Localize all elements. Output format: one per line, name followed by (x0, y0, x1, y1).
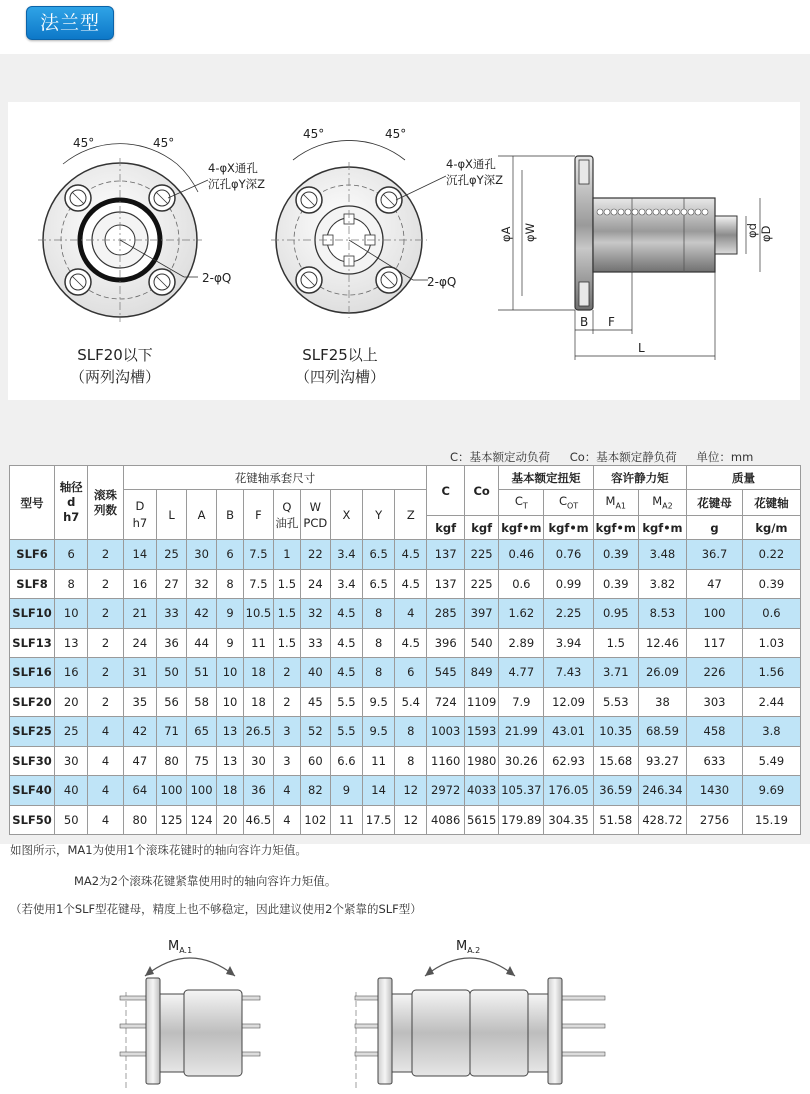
table-cell: 5.4 (395, 687, 427, 717)
angle-label: 45° (303, 127, 325, 141)
table-cell: 21 (123, 599, 156, 629)
table-cell: 71 (157, 717, 187, 747)
table-cell: 20 (217, 805, 244, 835)
dim-label: F (608, 315, 615, 329)
header-model: 型号 (10, 466, 55, 540)
moment-label-ma1: $M_{A.1}$ (168, 939, 193, 955)
header-Z: Z (395, 490, 427, 540)
table-cell: 4.5 (330, 628, 362, 658)
hole-label: 4-φX通孔 (446, 157, 496, 171)
table-cell: 3.71 (593, 658, 638, 688)
table-cell: 36.7 (687, 540, 743, 570)
table-cell: 10 (217, 658, 244, 688)
table-row (10, 658, 801, 688)
table-cell: 0.39 (742, 569, 800, 599)
table-cell: 137 (427, 540, 465, 570)
table-cell: 137 (427, 569, 465, 599)
table-cell: 93.27 (638, 746, 686, 776)
table-cell: 14 (123, 540, 156, 570)
table-cell: 1.62 (499, 599, 544, 629)
legend-c: C：基本额定动负荷 (450, 450, 551, 464)
caption-left-line1: SLF20以下 (77, 346, 153, 364)
model-cell: SLF8 (10, 569, 55, 599)
table-cell: 44 (187, 628, 217, 658)
table-cell: 47 (687, 569, 743, 599)
table-cell: 9 (330, 776, 362, 806)
table-cell: 4.77 (499, 658, 544, 688)
table-cell: 75 (187, 746, 217, 776)
table-cell: 1980 (464, 746, 498, 776)
table-cell: 3.4 (330, 569, 362, 599)
header-mass-shaft: 花键轴 (742, 490, 800, 516)
table-cell: 6 (395, 658, 427, 688)
table-cell: 3 (273, 746, 300, 776)
table-cell: 6.5 (363, 569, 395, 599)
header-D: D h7 (123, 490, 156, 540)
table-row (10, 687, 801, 717)
table-cell: 62.93 (544, 746, 593, 776)
table-cell: 18 (217, 776, 244, 806)
unit-C: kgf (427, 516, 465, 540)
table-cell: 45 (300, 687, 330, 717)
table-cell: 3.48 (638, 540, 686, 570)
table-cell: 0.39 (593, 540, 638, 570)
table-cell: 10.35 (593, 717, 638, 747)
model-cell: SLF16 (10, 658, 55, 688)
table-cell: 13 (217, 717, 244, 747)
table-cell: 36 (243, 776, 273, 806)
header (0, 0, 810, 52)
header-mass: 质量 (687, 466, 801, 490)
table-row (10, 599, 801, 629)
table-cell: 60 (300, 746, 330, 776)
table-cell: 46.5 (243, 805, 273, 835)
angle-label: 45° (385, 127, 407, 141)
table-cell: 2 (88, 540, 123, 570)
table-cell: 30 (55, 746, 88, 776)
table-cell: 8.53 (638, 599, 686, 629)
unit-MA2: kgf•m (638, 516, 686, 540)
header-A: A (187, 490, 217, 540)
double-nut (355, 958, 605, 1090)
table-cell: 0.22 (742, 540, 800, 570)
angle-label: 45° (73, 136, 95, 150)
table-cell: 43.01 (544, 717, 593, 747)
oil-hole-label: 2-φQ (427, 275, 457, 289)
table-cell: 1.5 (273, 599, 300, 629)
dim-label: φd (745, 223, 759, 238)
table-cell: 285 (427, 599, 465, 629)
caption-mid-line2: （四列沟槽） (294, 368, 385, 386)
table-cell: 42 (187, 599, 217, 629)
table-cell: 428.72 (638, 805, 686, 835)
flange-view-four-row (271, 140, 428, 318)
spec-table-body (10, 540, 801, 835)
table-cell: 51 (187, 658, 217, 688)
table-cell: 4.5 (330, 658, 362, 688)
table-cell: 21.99 (499, 717, 544, 747)
table-cell: 3.4 (330, 540, 362, 570)
table-cell: 125 (157, 805, 187, 835)
table-cell: 0.46 (499, 540, 544, 570)
table-cell: 20 (55, 687, 88, 717)
table-cell: 397 (464, 599, 498, 629)
table-cell: 1593 (464, 717, 498, 747)
caption-mid-line1: SLF25以上 (302, 346, 378, 364)
table-cell: 82 (300, 776, 330, 806)
table-cell: 50 (157, 658, 187, 688)
header-L: L (157, 490, 187, 540)
table-cell: 4 (395, 599, 427, 629)
table-cell: 1.5 (273, 628, 300, 658)
model-cell: SLF40 (10, 776, 55, 806)
model-cell: SLF50 (10, 805, 55, 835)
table-cell: 6.6 (330, 746, 362, 776)
table-cell: 0.76 (544, 540, 593, 570)
table-cell: 31 (123, 658, 156, 688)
unit-MA1: kgf•m (593, 516, 638, 540)
table-cell: 12 (395, 776, 427, 806)
table-cell: 4 (88, 717, 123, 747)
table-cell: 5.5 (330, 717, 362, 747)
header-Y: Y (363, 490, 395, 540)
table-cell: 458 (687, 717, 743, 747)
table-cell: 18 (243, 658, 273, 688)
table-cell: 633 (687, 746, 743, 776)
table-cell: 7.9 (499, 687, 544, 717)
header-Q: Q 油孔 (273, 490, 300, 540)
table-cell: 68.59 (638, 717, 686, 747)
table-cell: 4 (273, 805, 300, 835)
table-cell: 3.82 (638, 569, 686, 599)
header-static-moment: 容许静力矩 (593, 466, 686, 490)
table-cell: 9.5 (363, 687, 395, 717)
table-cell: 849 (464, 658, 498, 688)
table-cell: 38 (638, 687, 686, 717)
table-cell: 10 (55, 599, 88, 629)
table-cell: 30 (243, 746, 273, 776)
note-line: （若使用1个SLF型花键母，精度上也不够稳定，因此建议使用2个紧靠的SLF型） (10, 902, 422, 916)
table-cell: 225 (464, 569, 498, 599)
table-cell: 1.5 (593, 628, 638, 658)
table-cell: 51.58 (593, 805, 638, 835)
table-cell: 1.03 (742, 628, 800, 658)
header-MA1: $M_{A1}$ (593, 490, 638, 516)
table-cell: 80 (123, 805, 156, 835)
table-row (10, 569, 801, 599)
table-cell: 100 (687, 599, 743, 629)
table-cell: 11 (363, 746, 395, 776)
table-cell: 12 (395, 805, 427, 835)
table-cell: 6 (217, 540, 244, 570)
table-cell: 12.09 (544, 687, 593, 717)
dim-label: φW (523, 223, 537, 242)
dim-label: φA (499, 226, 513, 242)
table-cell: 0.6 (742, 599, 800, 629)
table-cell: 2 (88, 658, 123, 688)
table-cell: 1430 (687, 776, 743, 806)
table-cell: 4 (273, 776, 300, 806)
side-view (498, 156, 760, 360)
table-cell: 32 (187, 569, 217, 599)
table-cell: 0.99 (544, 569, 593, 599)
table-cell: 24 (300, 569, 330, 599)
unit-mass-shaft: kg/m (742, 516, 800, 540)
table-cell: 117 (687, 628, 743, 658)
caption-left-line2: （两列沟槽） (69, 368, 160, 386)
table-cell: 4.5 (395, 628, 427, 658)
table-cell: 2 (273, 687, 300, 717)
table-cell: 16 (55, 658, 88, 688)
table-cell: 8 (217, 569, 244, 599)
table-cell: 176.05 (544, 776, 593, 806)
table-cell: 27 (157, 569, 187, 599)
table-cell: 25 (55, 717, 88, 747)
table-cell: 2972 (427, 776, 465, 806)
table-cell: 124 (187, 805, 217, 835)
unit-Co: kgf (464, 516, 498, 540)
table-cell: 10 (217, 687, 244, 717)
page-title: 法兰型 (26, 6, 114, 40)
table-cell: 4033 (464, 776, 498, 806)
table-cell: 2 (88, 599, 123, 629)
table-cell: 3 (273, 717, 300, 747)
table-cell: 40 (55, 776, 88, 806)
table-cell: 3.94 (544, 628, 593, 658)
table-cell: 2 (88, 687, 123, 717)
header-torque: 基本额定扭矩 (499, 466, 593, 490)
header-W: W PCD (300, 490, 330, 540)
header-C: C (427, 466, 465, 516)
table-cell: 40 (300, 658, 330, 688)
header-nut-dimensions: 花键轴承套尺寸 (123, 466, 427, 490)
header-mass-nut: 花键母 (687, 490, 743, 516)
table-cell: 100 (157, 776, 187, 806)
moment-label-ma2: $M_{A.2}$ (456, 939, 481, 955)
table-cell: 105.37 (499, 776, 544, 806)
table-cell: 102 (300, 805, 330, 835)
table-row (10, 805, 801, 835)
table-cell: 7.5 (243, 540, 273, 570)
table-cell: 6 (55, 540, 88, 570)
table-cell: 7.5 (243, 569, 273, 599)
unit-mass-nut: g (687, 516, 743, 540)
model-cell: SLF30 (10, 746, 55, 776)
table-cell: 303 (687, 687, 743, 717)
table-cell: 8 (55, 569, 88, 599)
table-cell: 36.59 (593, 776, 638, 806)
table-cell: 13 (217, 746, 244, 776)
model-cell: SLF6 (10, 540, 55, 570)
table-cell: 304.35 (544, 805, 593, 835)
header-X: X (330, 490, 362, 540)
table-cell: 8 (363, 658, 395, 688)
model-cell: SLF10 (10, 599, 55, 629)
table-cell: 18 (243, 687, 273, 717)
table-cell: 4 (88, 776, 123, 806)
table-cell: 36 (157, 628, 187, 658)
table-cell: 14 (363, 776, 395, 806)
table-cell: 8 (395, 717, 427, 747)
table-cell: 1160 (427, 746, 465, 776)
note-line: 如图所示，MA1为使用1个滚珠花键时的轴向容许力矩值。 (10, 843, 307, 857)
table-cell: 226 (687, 658, 743, 688)
table-row (10, 776, 801, 806)
table-row (10, 746, 801, 776)
table-cell: 9.5 (363, 717, 395, 747)
table-cell: 11 (243, 628, 273, 658)
dim-label: L (638, 341, 645, 355)
dim-label: φD (759, 225, 773, 242)
header-MA2: $M_{A2}$ (638, 490, 686, 516)
table-cell: 9 (217, 628, 244, 658)
flange-view-two-row (38, 144, 202, 322)
table-cell: 4.5 (330, 599, 362, 629)
note-line: MA2为2个滚珠花键紧靠使用时的轴向容许力矩值。 (74, 874, 337, 888)
table-cell: 5.5 (330, 687, 362, 717)
table-cell: 56 (157, 687, 187, 717)
moment-diagram (0, 920, 810, 1090)
table-cell: 15.19 (742, 805, 800, 835)
table-cell: 5.53 (593, 687, 638, 717)
header-CT: $C_T$ (499, 490, 544, 516)
table-cell: 16 (123, 569, 156, 599)
table-cell: 47 (123, 746, 156, 776)
table-cell: 6.5 (363, 540, 395, 570)
header-COT: $C_{OT}$ (544, 490, 593, 516)
single-nut (120, 958, 260, 1090)
table-cell: 2 (88, 569, 123, 599)
table-cell: 225 (464, 540, 498, 570)
unit-CT: kgf•m (499, 516, 544, 540)
table-cell: 396 (427, 628, 465, 658)
table-cell: 12.46 (638, 628, 686, 658)
table-cell: 2 (273, 658, 300, 688)
table-cell: 8 (363, 599, 395, 629)
table-cell: 33 (300, 628, 330, 658)
table-cell: 540 (464, 628, 498, 658)
header-Co: Co (464, 466, 498, 516)
table-cell: 4.5 (395, 540, 427, 570)
hole-label: 4-φX通孔 (208, 161, 258, 175)
table-row (10, 717, 801, 747)
table-cell: 65 (187, 717, 217, 747)
table-cell: 2.44 (742, 687, 800, 717)
table-row (10, 540, 801, 570)
table-cell: 58 (187, 687, 217, 717)
table-cell: 179.89 (499, 805, 544, 835)
table-cell: 2.25 (544, 599, 593, 629)
header-B: B (217, 490, 244, 540)
table-cell: 0.95 (593, 599, 638, 629)
table-cell: 724 (427, 687, 465, 717)
table-cell: 4086 (427, 805, 465, 835)
table-cell: 9.69 (742, 776, 800, 806)
unit-COT: kgf•m (544, 516, 593, 540)
model-cell: SLF13 (10, 628, 55, 658)
table-cell: 42 (123, 717, 156, 747)
table-cell: 30.26 (499, 746, 544, 776)
table-row (10, 628, 801, 658)
table-cell: 32 (300, 599, 330, 629)
oil-hole-label: 2-φQ (202, 271, 232, 285)
table-cell: 0.39 (593, 569, 638, 599)
table-cell: 17.5 (363, 805, 395, 835)
table-cell: 80 (157, 746, 187, 776)
table-cell: 4 (88, 746, 123, 776)
model-cell: SLF20 (10, 687, 55, 717)
hole-label: 沉孔φY深Z (446, 173, 503, 187)
table-cell: 15.68 (593, 746, 638, 776)
table-cell: 26.09 (638, 658, 686, 688)
table-cell: 11 (330, 805, 362, 835)
table-cell: 545 (427, 658, 465, 688)
table-cell: 8 (363, 628, 395, 658)
table-cell: 26.5 (243, 717, 273, 747)
table-cell: 10.5 (243, 599, 273, 629)
table-cell: 5615 (464, 805, 498, 835)
table-cell: 24 (123, 628, 156, 658)
table-cell: 4 (88, 805, 123, 835)
angle-label: 45° (153, 136, 175, 150)
table-cell: 2.89 (499, 628, 544, 658)
table-cell: 25 (157, 540, 187, 570)
table-cell: 8 (395, 746, 427, 776)
table-cell: 100 (187, 776, 217, 806)
header-shaft: 轴径 d h7 (55, 466, 88, 540)
table-cell: 30 (187, 540, 217, 570)
table-cell: 52 (300, 717, 330, 747)
table-cell: 1 (273, 540, 300, 570)
table-cell: 0.6 (499, 569, 544, 599)
table-cell: 2 (88, 628, 123, 658)
legend-unit: 单位：mm (696, 450, 754, 464)
table-cell: 50 (55, 805, 88, 835)
moment-illustrations (0, 920, 810, 1090)
table-cell: 35 (123, 687, 156, 717)
model-cell: SLF25 (10, 717, 55, 747)
hole-label: 沉孔φY深Z (208, 177, 265, 191)
header-F: F (243, 490, 273, 540)
table-cell: 5.49 (742, 746, 800, 776)
table-cell: 22 (300, 540, 330, 570)
table-cell: 1003 (427, 717, 465, 747)
legend (450, 449, 769, 465)
table-cell: 9 (217, 599, 244, 629)
table-cell: 4.5 (395, 569, 427, 599)
table-cell: 1.56 (742, 658, 800, 688)
spec-table (9, 465, 801, 835)
table-cell: 13 (55, 628, 88, 658)
table-cell: 1.5 (273, 569, 300, 599)
table-cell: 33 (157, 599, 187, 629)
table-cell: 3.8 (742, 717, 800, 747)
table-cell: 1109 (464, 687, 498, 717)
table-cell: 2756 (687, 805, 743, 835)
table-cell: 7.43 (544, 658, 593, 688)
legend-co: Co：基本额定静负荷 (569, 450, 677, 464)
table-cell: 246.34 (638, 776, 686, 806)
table-cell: 64 (123, 776, 156, 806)
dim-label: B (580, 315, 589, 329)
header-ball-rows: 滚珠 列数 (88, 466, 123, 540)
